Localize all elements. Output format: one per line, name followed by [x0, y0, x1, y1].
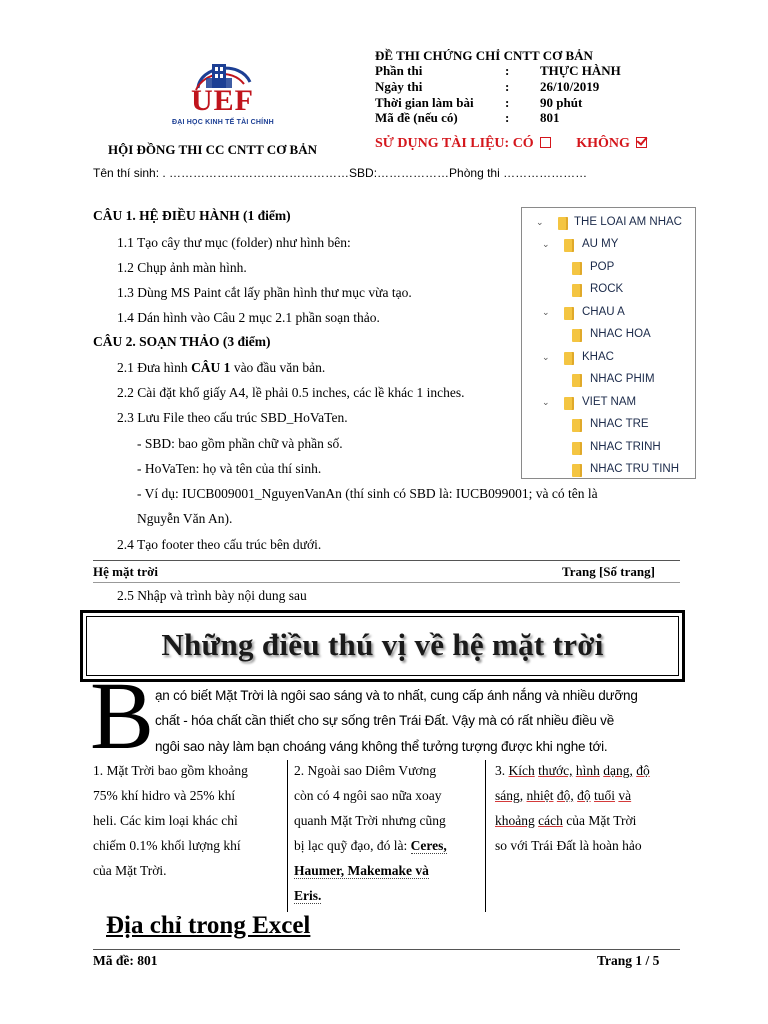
folder-icon [564, 352, 574, 365]
column-line: quanh Mặt Trời nhưng cũng [294, 813, 446, 828]
folder-icon [572, 464, 582, 477]
meta-label: Phần thi [375, 63, 423, 78]
word: độ [577, 788, 591, 803]
text-segment: 2.1 Đưa hình [117, 360, 192, 375]
folder-icon [564, 397, 574, 410]
word: hình [575, 763, 600, 778]
folder-icon [564, 239, 574, 252]
footer-divider [93, 582, 680, 583]
article-dropcap: B [90, 662, 155, 769]
question1-item: 1.1 Tạo cây thư mục (folder) như hình bên: [117, 235, 351, 250]
folder-icon [564, 307, 574, 320]
column-line [495, 758, 685, 783]
meta-sep: : [505, 63, 510, 78]
candidate-info-line: Tên thí sinh: . ………………………………………SBD:………………Phòng thi ………………… [93, 166, 588, 180]
question2-item-2-4: 2.4 Tạo footer theo cấu trúc bên dưới. [117, 537, 322, 552]
meta-value: THỰC HÀNH [540, 63, 621, 78]
text-segment: bị lạc quỹ đạo, đó là: [294, 838, 411, 853]
column-line: so với Trái Đất là hoàn hảo [495, 838, 642, 853]
tree-node-label: ROCK [590, 283, 624, 295]
page-footer-code: Mã đề: 801 [93, 953, 158, 968]
question2-sub-sbd: - SBD: bao gồm phần chữ và phần số. [137, 436, 343, 451]
column-line: heli. Các kim loại khác chỉ [93, 813, 238, 828]
exam-title: ĐỀ THI CHỨNG CHỈ CNTT CƠ BẢN [375, 48, 593, 63]
column-separator [485, 760, 486, 912]
excel-heading: Địa chỉ trong Excel [106, 912, 311, 939]
column-line [495, 783, 685, 808]
chevron-down-icon: ⌄ [542, 307, 550, 317]
question1-heading: CÂU 1. HỆ ĐIỀU HÀNH (1 điểm) [93, 208, 291, 223]
question2-sub-name: - HoVaTen: họ và tên của thí sinh. [137, 461, 322, 476]
question2-item-2-3: 2.3 Lưu File theo cấu trúc SBD_HoVaTen. [117, 410, 348, 425]
word: Kích [508, 763, 535, 778]
question2-heading: CÂU 2. SOẠN THẢO (3 điểm) [93, 334, 271, 349]
question1-item: 1.2 Chụp ảnh màn hình. [117, 260, 247, 275]
article-column-1 [93, 758, 283, 883]
question2-sub-example: - Ví dụ: IUCB009001_NguyenVanAn (thí sinh có SBD là: IUCB099001; và có tên là [137, 486, 598, 501]
logo-text: UEF [191, 84, 254, 117]
chevron-down-icon: ⌄ [542, 397, 550, 407]
column-line: 75% khí hidro và 25% khí [93, 788, 236, 803]
word: 3. [495, 763, 506, 778]
article-intro-line: ạn có biết Mặt Trời là ngôi sao sáng và to nhất, cung cấp ánh nắng và nhiều dưỡng [155, 688, 638, 703]
question1-item: 1.3 Dùng MS Paint cắt lấy phần hình thư mục vừa tạo. [117, 285, 412, 300]
column-line: chiếm 0.1% khối lượng khí [93, 838, 241, 853]
document-use-no-label: KHÔNG [576, 136, 630, 151]
word: độ [636, 763, 650, 778]
column-line: 1. Mặt Trời bao gồm khoảng [93, 763, 248, 778]
folder-icon [572, 419, 582, 432]
word: thước, [538, 763, 573, 778]
document-use-label: SỬ DỤNG TÀI LIỆU: CÓ [375, 136, 534, 151]
folder-icon [572, 442, 582, 455]
tree-node-label: NHAC TRE [590, 418, 649, 430]
word: tuổi [594, 788, 616, 803]
tree-node-label: NHAC TRU TINH [590, 463, 680, 475]
question2-item-2-5: 2.5 Nhập và trình bày nội dung sau [117, 588, 307, 603]
column-line [294, 833, 482, 858]
meta-value: 801 [540, 110, 560, 125]
doc-use-no-checkbox[interactable] [636, 137, 647, 148]
tree-node-label: THE LOAI AM NHAC [574, 216, 682, 228]
article-title-box [80, 610, 685, 682]
column-separator [287, 760, 288, 912]
text-bold-segment: Haumer, Makemake và [294, 863, 429, 878]
question2-item-2-2: 2.2 Cài đặt khổ giấy A4, lề phải 0.5 inches, các lề khác 1 inches. [117, 385, 465, 400]
page-footer-page-number: Trang 1 / 5 [597, 953, 660, 968]
tree-node-label: CHAU A [582, 306, 625, 318]
tree-node-label: NHAC HOA [590, 328, 651, 340]
article-column-3 [495, 758, 685, 858]
word: sáng, [495, 788, 524, 803]
council-title: HỘI ĐỒNG THI CC CNTT CƠ BẢN [108, 142, 317, 157]
meta-value: 26/10/2019 [540, 79, 600, 94]
column-line: 2. Ngoài sao Diêm Vương [294, 763, 437, 778]
meta-label: Ngày thi [375, 79, 423, 94]
article-column-2 [294, 758, 482, 908]
chevron-down-icon: ⌄ [536, 217, 544, 227]
column-line [495, 808, 685, 833]
footer-sample-right: Trang [Số trang] [562, 564, 655, 579]
tree-node-label: POP [590, 261, 615, 273]
column-line [294, 883, 482, 908]
meta-value: 90 phút [540, 95, 583, 110]
tree-node-label: NHAC TRINH [590, 441, 661, 453]
word: và [618, 788, 632, 803]
question2-sub-example-cont: Nguyễn Văn An). [137, 511, 233, 526]
folder-icon [572, 262, 582, 275]
folder-icon [572, 329, 582, 342]
tree-node-label: KHAC [582, 351, 614, 363]
meta-sep: : [505, 110, 510, 125]
text-bold-segment: Eris. [294, 888, 322, 903]
meta-label: Thời gian làm bài [375, 95, 474, 110]
text-bold-segment: Ceres, [410, 838, 447, 853]
tree-node-label: NHAC PHIM [590, 373, 655, 385]
word: độ, [556, 788, 574, 803]
column-line: còn có 4 ngôi sao nữa xoay [294, 788, 442, 803]
column-line: của Mặt Trời. [93, 863, 167, 878]
meta-label: Mã đề (nếu có) [375, 110, 458, 125]
folder-icon [572, 374, 582, 387]
folder-tree-image [521, 207, 696, 479]
doc-use-yes-checkbox[interactable] [540, 137, 551, 148]
page-footer-divider [93, 949, 680, 950]
column-line [294, 858, 482, 883]
word: của Mặt Trời [566, 813, 637, 828]
meta-sep: : [505, 95, 510, 110]
question1-item: 1.4 Dán hình vào Câu 2 mục 2.1 phần soạn thảo. [117, 310, 380, 325]
article-title: Những điều thú vị về hệ mặt trời [161, 627, 604, 662]
word: dạng, [603, 763, 633, 778]
footer-divider [93, 560, 680, 561]
footer-sample-left: Hệ mặt trời [93, 564, 158, 579]
word: khoảng [495, 813, 535, 828]
article-intro-line: ngôi sao này làm bạn choáng váng không thể tưởng tượng được khi nghe tới. [155, 739, 608, 754]
chevron-down-icon: ⌄ [542, 352, 550, 362]
meta-sep: : [505, 79, 510, 94]
folder-icon [572, 284, 582, 297]
word: cách [538, 813, 563, 828]
text-segment: vào đầu văn bản. [230, 360, 326, 375]
document-use-field [375, 136, 647, 152]
tree-node-label: AU MY [582, 238, 619, 250]
article-intro-line: chất - hóa chất cần thiết cho sự sống trên Trái Đất. Vậy mà có rất nhiều điều về [155, 713, 615, 728]
text-bold-segment: CÂU 1 [191, 360, 231, 375]
question2-item-2-1 [117, 360, 325, 376]
tree-node-label: VIET NAM [582, 396, 637, 408]
logo-subtitle: ĐẠI HỌC KINH TẾ TÀI CHÍNH [172, 119, 274, 126]
word: nhiệt [526, 788, 554, 803]
chevron-down-icon: ⌄ [542, 239, 550, 249]
folder-icon [558, 217, 568, 230]
